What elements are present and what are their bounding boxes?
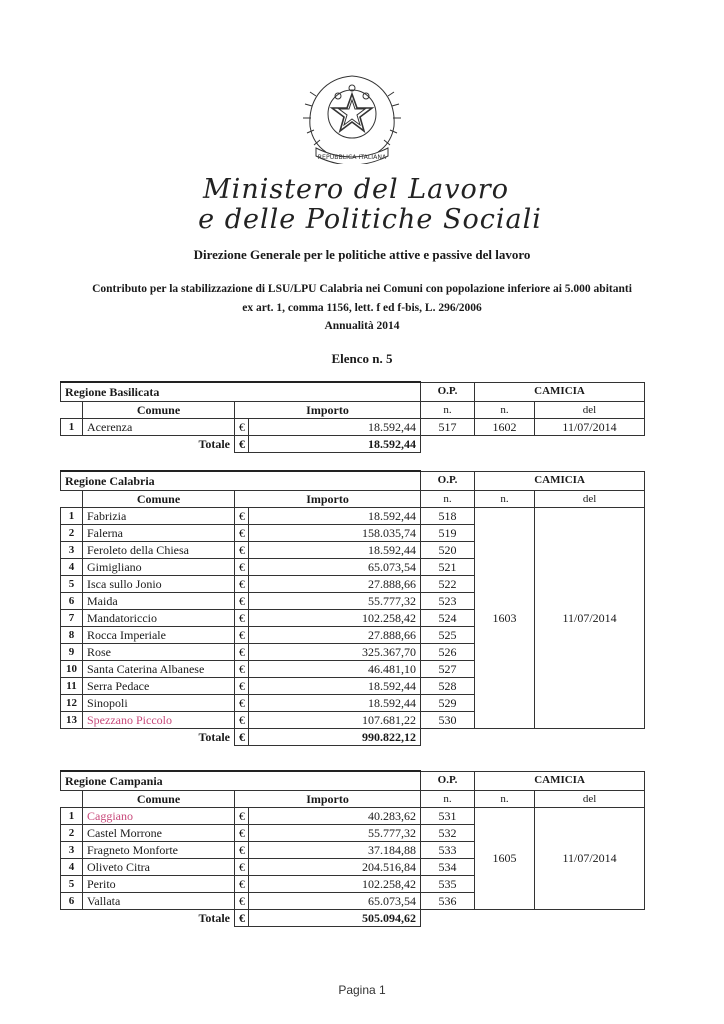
- importo-cell: 55.777,32: [249, 593, 421, 610]
- camicia-del-header: del: [535, 791, 645, 808]
- euro-sign: €: [235, 859, 249, 876]
- comune-header: Comune: [83, 491, 235, 508]
- row-index: 1: [61, 508, 83, 525]
- emblem-inscription: REPUBBLICA ITALIANA: [317, 154, 387, 161]
- camicia-n-header: n.: [475, 402, 535, 419]
- comune-cell: Castel Morrone: [83, 825, 235, 842]
- importo-cell: 18.592,44: [249, 542, 421, 559]
- camicia-del-header: del: [535, 491, 645, 508]
- table-row: [61, 508, 645, 525]
- euro-sign: €: [235, 825, 249, 842]
- row-index: 2: [61, 525, 83, 542]
- euro-sign: €: [235, 559, 249, 576]
- comune-header: Comune: [83, 402, 235, 419]
- comune-cell: Perito: [83, 876, 235, 893]
- importo-header: Importo: [235, 402, 421, 419]
- comune-cell: Fragneto Monforte: [83, 842, 235, 859]
- ministry-name-line1: Ministero del Lavoro: [203, 174, 509, 205]
- euro-sign: €: [235, 729, 249, 746]
- op-cell: 531: [421, 808, 475, 825]
- importo-cell: 325.367,70: [249, 644, 421, 661]
- op-n-header: n.: [421, 791, 475, 808]
- row-index: 4: [61, 559, 83, 576]
- euro-sign: €: [235, 419, 249, 436]
- row-index: 5: [61, 576, 83, 593]
- euro-sign: €: [235, 712, 249, 729]
- comune-cell: Spezzano Piccolo: [83, 712, 235, 729]
- op-cell: 524: [421, 610, 475, 627]
- camicia-del-cell: 11/07/2014: [535, 508, 645, 729]
- euro-sign: €: [235, 593, 249, 610]
- row-index: 7: [61, 610, 83, 627]
- comune-cell: Rose: [83, 644, 235, 661]
- op-n-header: n.: [421, 402, 475, 419]
- importo-cell: 102.258,42: [249, 876, 421, 893]
- comune-cell: Maida: [83, 593, 235, 610]
- comune-cell: Acerenza: [83, 419, 235, 436]
- euro-sign: €: [235, 876, 249, 893]
- camicia-n-cell: 1602: [475, 419, 535, 436]
- op-cell: 530: [421, 712, 475, 729]
- op-cell: 525: [421, 627, 475, 644]
- euro-sign: €: [235, 610, 249, 627]
- importo-cell: 27.888,66: [249, 627, 421, 644]
- importo-cell: 18.592,44: [249, 678, 421, 695]
- row-index: 6: [61, 893, 83, 910]
- op-cell: 532: [421, 825, 475, 842]
- importo-cell: 55.777,32: [249, 825, 421, 842]
- camicia-del-cell: 11/07/2014: [535, 808, 645, 910]
- euro-sign: €: [235, 893, 249, 910]
- camicia-n-header: n.: [475, 791, 535, 808]
- comune-cell: Falerna: [83, 525, 235, 542]
- importo-cell: 46.481,10: [249, 661, 421, 678]
- row-index: 1: [61, 419, 83, 436]
- op-cell: 526: [421, 644, 475, 661]
- euro-sign: €: [235, 627, 249, 644]
- op-header: O.P.: [421, 471, 475, 491]
- comune-cell: Fabrizia: [83, 508, 235, 525]
- op-cell: 534: [421, 859, 475, 876]
- republic-emblem-icon: [296, 70, 408, 164]
- importo-cell: 65.073,54: [249, 893, 421, 910]
- row-index: 8: [61, 627, 83, 644]
- importo-cell: 18.592,44: [249, 419, 421, 436]
- camicia-n-cell: 1605: [475, 808, 535, 910]
- camicia-header: CAMICIA: [475, 471, 645, 491]
- row-index: 9: [61, 644, 83, 661]
- camicia-header: CAMICIA: [475, 382, 645, 402]
- euro-sign: €: [235, 644, 249, 661]
- camicia-n-cell: 1603: [475, 508, 535, 729]
- region-title: Regione Basilicata: [61, 382, 421, 402]
- totale-label: Totale: [83, 910, 235, 927]
- importo-cell: 40.283,62: [249, 808, 421, 825]
- row-index: 13: [61, 712, 83, 729]
- row-index: 3: [61, 842, 83, 859]
- op-header: O.P.: [421, 382, 475, 402]
- importo-cell: 65.073,54: [249, 559, 421, 576]
- comune-cell: Feroleto della Chiesa: [83, 542, 235, 559]
- importo-cell: 18.592,44: [249, 695, 421, 712]
- row-index: 11: [61, 678, 83, 695]
- row-index: 1: [61, 808, 83, 825]
- comune-header: Comune: [83, 791, 235, 808]
- totale-amount: 18.592,44: [249, 436, 421, 453]
- comune-cell: Mandatoriccio: [83, 610, 235, 627]
- camicia-del-cell: 11/07/2014: [535, 419, 645, 436]
- row-index: 10: [61, 661, 83, 678]
- comune-cell: Caggiano: [83, 808, 235, 825]
- region-title: Regione Calabria: [61, 471, 421, 491]
- importo-cell: 158.035,74: [249, 525, 421, 542]
- importo-cell: 27.888,66: [249, 576, 421, 593]
- op-cell: 521: [421, 559, 475, 576]
- euro-sign: €: [235, 842, 249, 859]
- elenco-title: Elenco n. 5: [331, 351, 393, 366]
- totale-label: Totale: [83, 729, 235, 746]
- row-index: 6: [61, 593, 83, 610]
- comune-cell: Rocca Imperiale: [83, 627, 235, 644]
- op-cell: 517: [421, 419, 475, 436]
- euro-sign: €: [235, 695, 249, 712]
- euro-sign: €: [235, 808, 249, 825]
- annualita: Annualità 2014: [324, 320, 400, 332]
- table-basilicata: [60, 381, 645, 453]
- op-cell: 533: [421, 842, 475, 859]
- direzione-title: Direzione Generale per le politiche attive e passive del lavoro: [193, 247, 531, 262]
- op-cell: 528: [421, 678, 475, 695]
- comune-cell: Isca sullo Jonio: [83, 576, 235, 593]
- region-title: Regione Campania: [61, 771, 421, 791]
- totale-label: Totale: [83, 436, 235, 453]
- op-cell: 535: [421, 876, 475, 893]
- op-cell: 520: [421, 542, 475, 559]
- euro-sign: €: [235, 576, 249, 593]
- totale-amount: 505.094,62: [249, 910, 421, 927]
- row-index: 3: [61, 542, 83, 559]
- camicia-del-header: del: [535, 402, 645, 419]
- euro-sign: €: [235, 542, 249, 559]
- comune-cell: Santa Caterina Albanese: [83, 661, 235, 678]
- table-calabria: [60, 470, 645, 746]
- comune-cell: Vallata: [83, 893, 235, 910]
- contributo-line2: ex art. 1, comma 1156, lett. f ed f-bis, L. 296/2006: [242, 302, 482, 314]
- page-number: Pagina 1: [338, 983, 386, 997]
- camicia-header: CAMICIA: [475, 771, 645, 791]
- importo-header: Importo: [235, 791, 421, 808]
- op-cell: 536: [421, 893, 475, 910]
- ministry-name-line2: e delle Politiche Sociali: [198, 204, 542, 235]
- op-cell: 518: [421, 508, 475, 525]
- op-cell: 519: [421, 525, 475, 542]
- comune-cell: Sinopoli: [83, 695, 235, 712]
- importo-cell: 102.258,42: [249, 610, 421, 627]
- table-row: [61, 419, 645, 436]
- table-row: [61, 808, 645, 825]
- importo-cell: 107.681,22: [249, 712, 421, 729]
- euro-sign: €: [235, 661, 249, 678]
- row-index: 12: [61, 695, 83, 712]
- euro-sign: €: [235, 910, 249, 927]
- op-cell: 527: [421, 661, 475, 678]
- camicia-n-header: n.: [475, 491, 535, 508]
- op-cell: 522: [421, 576, 475, 593]
- totale-amount: 990.822,12: [249, 729, 421, 746]
- op-header: O.P.: [421, 771, 475, 791]
- row-index: 2: [61, 825, 83, 842]
- euro-sign: €: [235, 525, 249, 542]
- op-cell: 523: [421, 593, 475, 610]
- euro-sign: €: [235, 508, 249, 525]
- comune-cell: Oliveto Citra: [83, 859, 235, 876]
- row-index: 4: [61, 859, 83, 876]
- euro-sign: €: [235, 678, 249, 695]
- comune-cell: Serra Pedace: [83, 678, 235, 695]
- euro-sign: €: [235, 436, 249, 453]
- importo-cell: 204.516,84: [249, 859, 421, 876]
- row-index: 5: [61, 876, 83, 893]
- table-campania: [60, 770, 645, 927]
- comune-cell: Gimigliano: [83, 559, 235, 576]
- importo-header: Importo: [235, 491, 421, 508]
- contributo-line1: Contributo per la stabilizzazione di LSU/LPU Calabria nei Comuni con popolazione inferiore ai 5.000 abitanti: [92, 283, 632, 295]
- op-cell: 529: [421, 695, 475, 712]
- importo-cell: 18.592,44: [249, 508, 421, 525]
- importo-cell: 37.184,88: [249, 842, 421, 859]
- op-n-header: n.: [421, 491, 475, 508]
